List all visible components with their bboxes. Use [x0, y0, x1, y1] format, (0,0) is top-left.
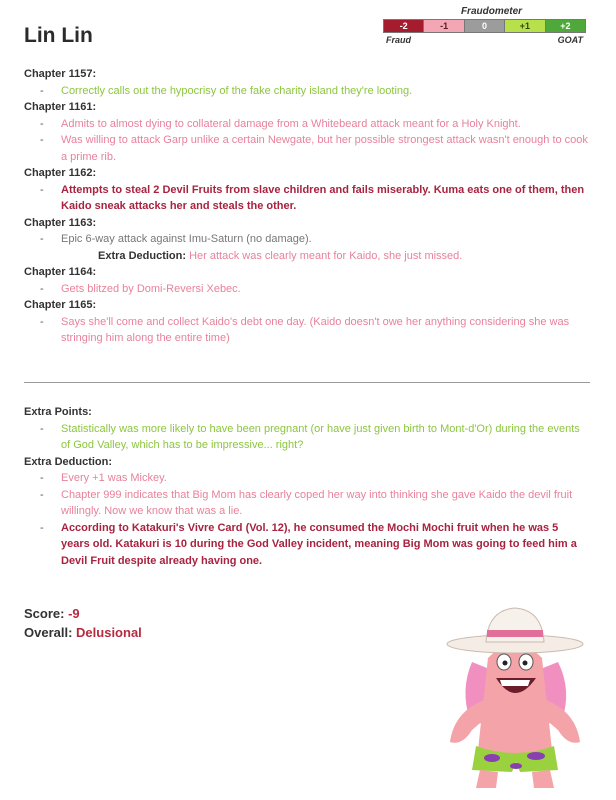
list-item-text: Was willing to attack Garp unlike a certain Newgate, but her possible strongest attack wasn't enough to cook a prime rib. — [61, 134, 588, 163]
score-label: Score: — [24, 606, 65, 621]
dash-bullet-icon: - — [40, 282, 44, 295]
patrick-cowboy-hat-icon — [440, 600, 590, 794]
extra-deduction-note — [24, 248, 590, 265]
list-item-text: Correctly calls out the hypocrisy of the fake charity island they're looting. — [61, 84, 413, 97]
section-heading: Chapter 1162: — [24, 167, 97, 179]
fraudometer-cell: +1 — [505, 20, 545, 32]
dash-bullet-icon: - — [40, 117, 44, 130]
list-item — [24, 487, 590, 520]
list-item-text: According to Katakuri's Vivre Card (Vol. 12), he consumed the Mochi Mochi fruit when he was 5 years old. Katakuri is 10 during the God Valley incident, meaning Big Mom was going to feed him a Devil Fruit despite already having one. — [61, 521, 577, 567]
dash-bullet-icon: - — [40, 84, 44, 97]
fraudometer-title: Fraudometer — [460, 6, 523, 17]
note-label: Extra Deduction: — [98, 249, 187, 262]
fraudometer-cell: 0 — [465, 20, 505, 32]
score-value: -9 — [68, 606, 80, 621]
section-heading: Chapter 1157: — [24, 68, 97, 80]
list-item — [24, 520, 590, 570]
dash-bullet-icon: - — [40, 183, 44, 196]
fraudometer-cell: -2 — [384, 20, 424, 32]
dash-bullet-icon: - — [40, 472, 44, 484]
section-heading: Chapter 1164: — [24, 266, 97, 278]
list-item — [24, 314, 590, 347]
chapter-list — [24, 66, 590, 347]
fraudometer-left-label: Fraud — [386, 35, 412, 45]
overall-line — [24, 623, 142, 642]
score-line — [24, 604, 142, 623]
section-heading: Chapter 1161: — [24, 101, 97, 113]
section-divider — [24, 382, 590, 383]
list-item — [24, 83, 590, 100]
list-item — [24, 421, 590, 454]
list-item — [24, 470, 590, 487]
list-item — [24, 132, 590, 165]
overall-value: Delusional — [76, 625, 142, 640]
list-item-text: Chapter 999 indicates that Big Mom has clearly coped her way into thinking she gave Kaido the devil fruit willingly. Now we know that was a lie. — [61, 488, 573, 517]
overall-label: Overall: — [24, 625, 73, 640]
list-item-text: Statistically was more likely to have been pregnant (or have just given birth to Mont-d'Or) during the events of God Valley, which has to be impressive... right? — [61, 422, 580, 451]
dash-bullet-icon: - — [40, 488, 44, 501]
dash-bullet-icon: - — [40, 315, 44, 328]
list-item-text: Says she'll come and collect Kaido's debt one day. (Kaido doesn't owe her anything considering she was stringing him along the entire time) — [61, 315, 570, 344]
list-item — [24, 182, 590, 215]
section-heading: Chapter 1163: — [24, 216, 97, 229]
list-item-text: Attempts to steal 2 Devil Fruits from slave children and fails miserably. Kuma eats one of them, then Kaido sneak attacks her and steals the other. — [61, 183, 585, 212]
fraudometer-cell: -1 — [424, 20, 464, 32]
section-heading: Extra Points: — [24, 406, 92, 418]
list-item-text: Epic 6-way attack against Imu-Saturn (no damage). — [61, 233, 312, 245]
dash-bullet-icon: - — [40, 422, 44, 435]
page-title: Lin Lin — [24, 24, 93, 47]
fraudometer — [383, 6, 586, 45]
dash-bullet-icon: - — [40, 521, 44, 534]
list-item-text: Gets blitzed by Domi-Reversi Xebec. — [61, 282, 241, 295]
list-item — [24, 116, 590, 133]
list-item — [24, 231, 590, 248]
fraudometer-right-label: GOAT — [557, 35, 583, 45]
list-item-text: Every +1 was Mickey. — [61, 472, 167, 484]
section-heading: Extra Deduction: — [24, 455, 113, 468]
fraudometer-scale — [383, 19, 586, 33]
list-item — [24, 281, 590, 298]
summary — [24, 604, 142, 642]
note-text: Her attack was clearly meant for Kaido, she just missed. — [186, 249, 463, 262]
extras-list — [24, 404, 590, 569]
section-heading: Chapter 1165: — [24, 299, 97, 311]
fraudometer-cell: +2 — [546, 20, 585, 32]
dash-bullet-icon: - — [40, 233, 44, 245]
dash-bullet-icon: - — [40, 134, 44, 146]
list-item-text: Admits to almost dying to collateral damage from a Whitebeard attack meant for a Holy Knight. — [61, 117, 521, 130]
